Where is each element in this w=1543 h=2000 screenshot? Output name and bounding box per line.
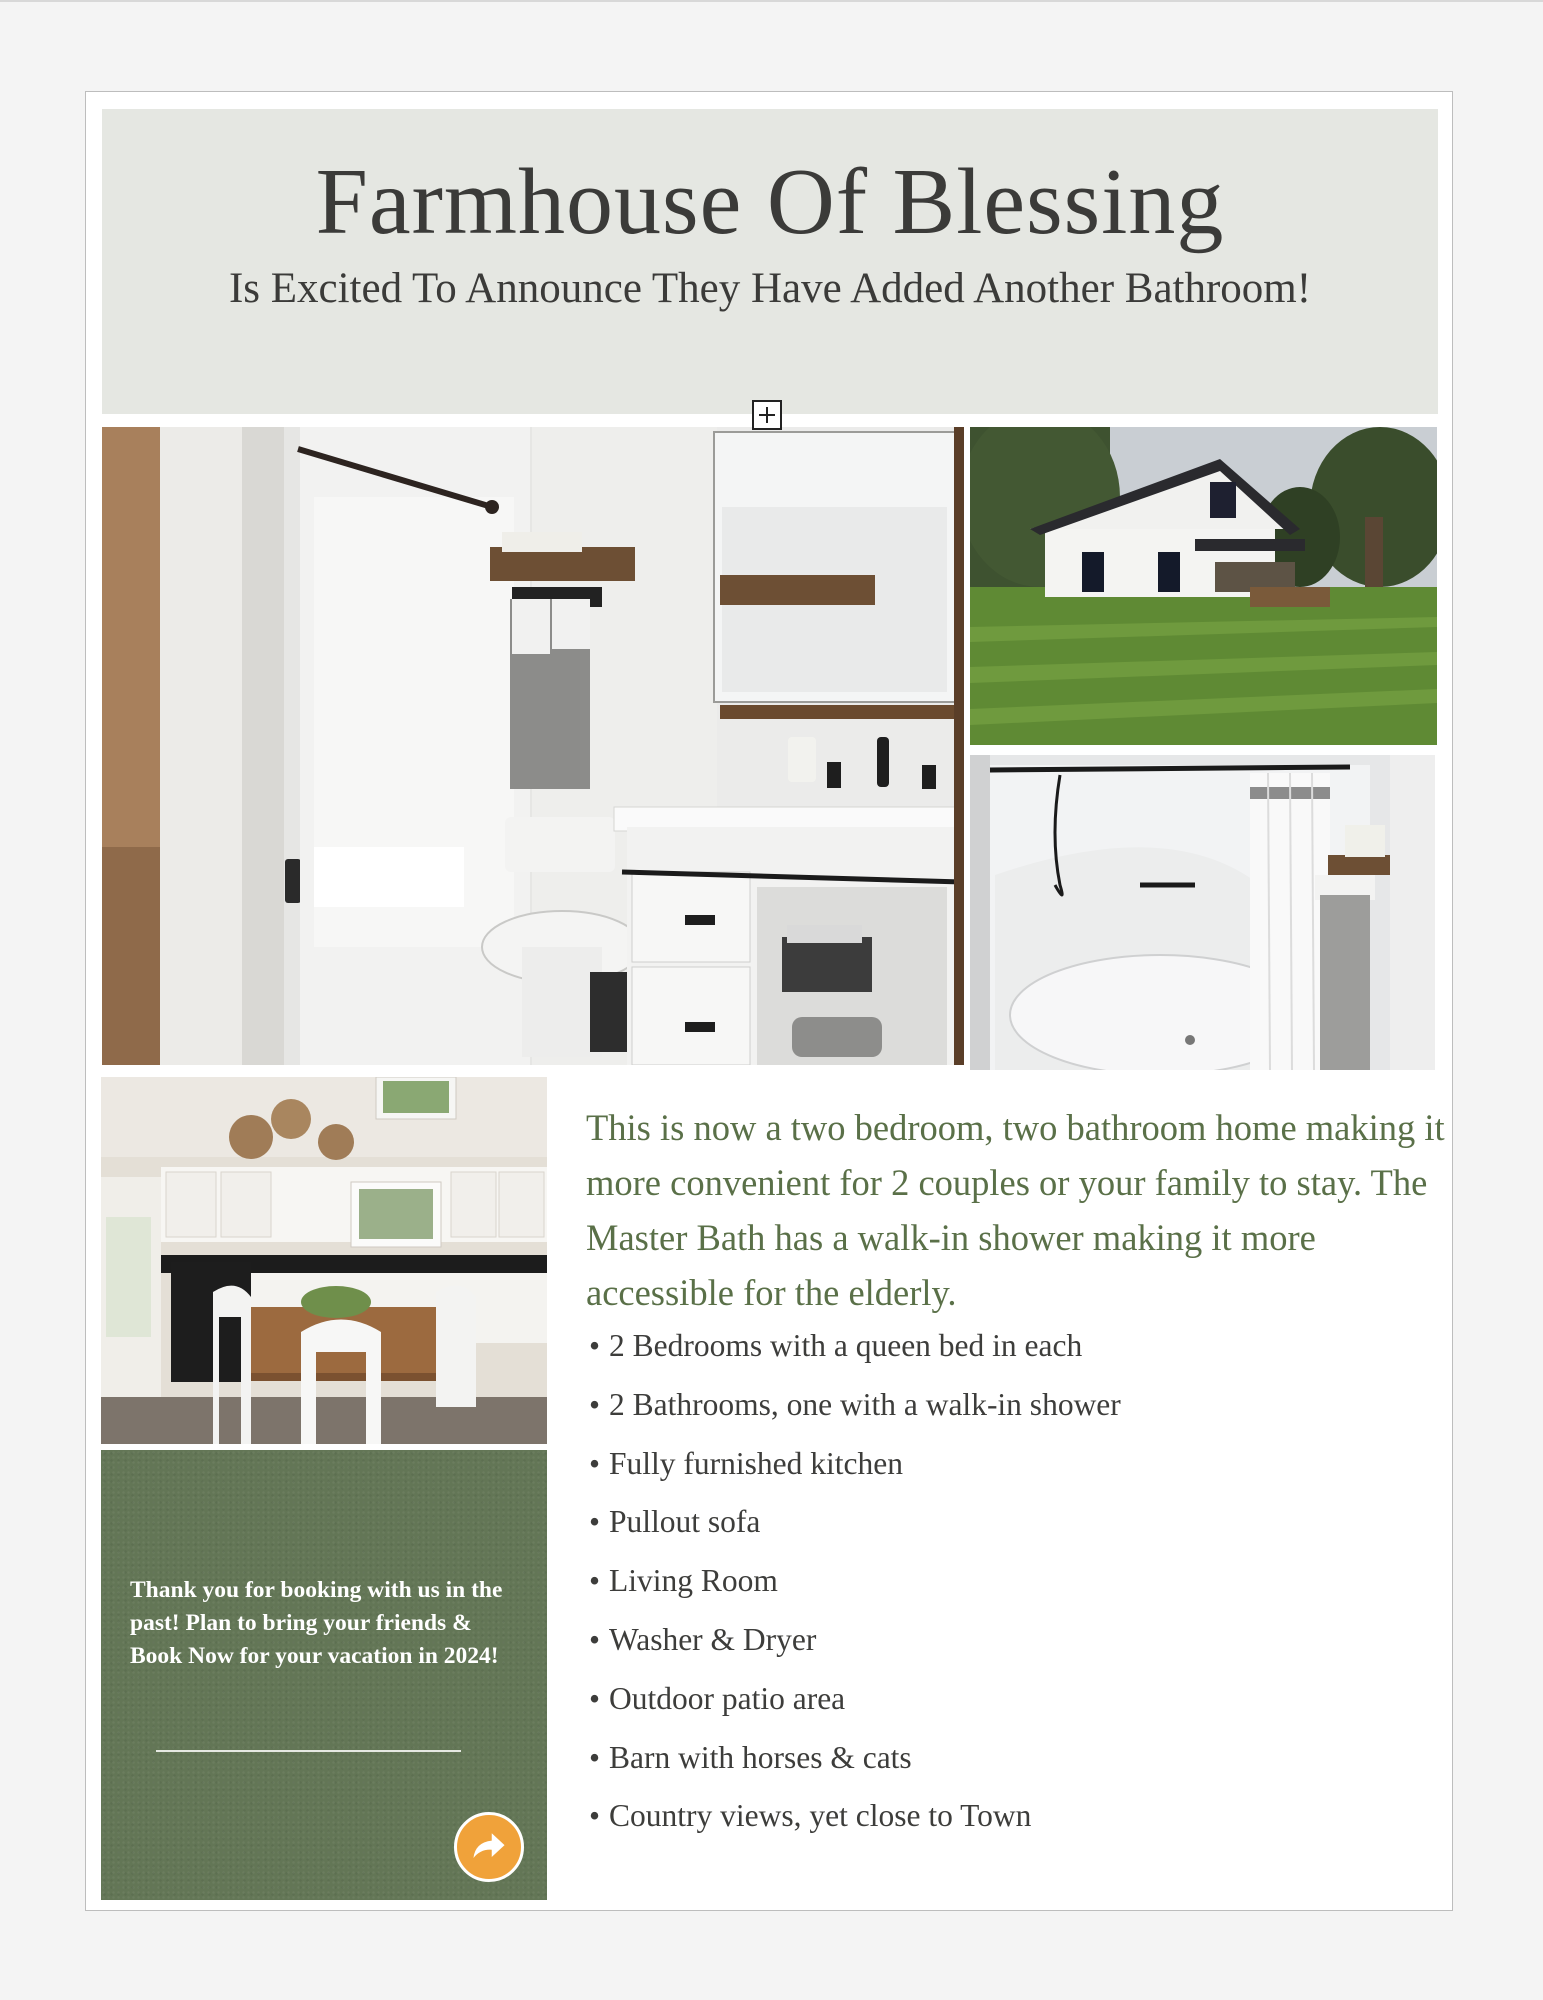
bullet-icon: • bbox=[589, 1445, 601, 1481]
farmhouse-exterior-photo bbox=[970, 427, 1437, 745]
list-item bbox=[589, 1670, 1121, 1729]
bullet-icon: • bbox=[589, 1621, 601, 1657]
feature-text: Living Room bbox=[609, 1563, 778, 1599]
feature-text: Pullout sofa bbox=[609, 1504, 761, 1540]
page-subtitle: Is Excited To Announce They Have Added Another Bathroom! bbox=[228, 265, 1312, 312]
feature-text: Barn with horses & cats bbox=[609, 1739, 912, 1775]
list-item bbox=[589, 1787, 1121, 1846]
list-item bbox=[589, 1317, 1121, 1376]
top-border bbox=[0, 0, 1543, 2]
bullet-icon: • bbox=[589, 1680, 601, 1716]
feature-text: Country views, yet close to Town bbox=[609, 1798, 1032, 1834]
list-item bbox=[589, 1376, 1121, 1435]
kitchen-photo bbox=[101, 1077, 547, 1444]
list-item bbox=[589, 1435, 1121, 1494]
bathroom-photo bbox=[102, 427, 964, 1065]
feature-text: 2 Bathrooms, one with a walk-in shower bbox=[609, 1386, 1121, 1422]
callout-divider bbox=[156, 1750, 461, 1752]
page-title: Farmhouse Of Blessing bbox=[315, 150, 1225, 254]
intro-paragraph: This is now a two bedroom, two bathroom home making it more convenient for 2 couples or your family to stay. The Master Bath has a walk-in shower making it more accessible for the elderly. bbox=[586, 1107, 1445, 1313]
list-item bbox=[589, 1552, 1121, 1611]
feature-list bbox=[589, 1317, 1121, 1846]
list-item bbox=[589, 1611, 1121, 1670]
add-element-icon[interactable] bbox=[752, 400, 782, 430]
bullet-icon: • bbox=[589, 1739, 601, 1775]
booking-callout-text: Thank you for booking with us in the past! Plan to bring your friends & Book Now for your vacation in 2024! bbox=[130, 1577, 503, 1669]
list-item bbox=[589, 1729, 1121, 1788]
bullet-icon: • bbox=[589, 1386, 601, 1422]
tub-shower-photo bbox=[970, 755, 1435, 1070]
header-banner bbox=[102, 109, 1438, 414]
flyer-page bbox=[85, 91, 1453, 1911]
share-arrow-icon bbox=[457, 1815, 521, 1879]
bullet-icon: • bbox=[589, 1798, 601, 1834]
share-button[interactable] bbox=[454, 1812, 524, 1882]
feature-text: Fully furnished kitchen bbox=[609, 1445, 903, 1481]
feature-text: Outdoor patio area bbox=[609, 1680, 846, 1716]
feature-text: 2 Bedrooms with a queen bed in each bbox=[609, 1328, 1083, 1363]
bullet-icon: • bbox=[589, 1328, 601, 1363]
feature-text: Washer & Dryer bbox=[609, 1621, 817, 1657]
bullet-icon: • bbox=[589, 1504, 601, 1540]
bullet-icon: • bbox=[589, 1563, 601, 1599]
booking-callout bbox=[101, 1450, 547, 1900]
list-item bbox=[589, 1493, 1121, 1552]
